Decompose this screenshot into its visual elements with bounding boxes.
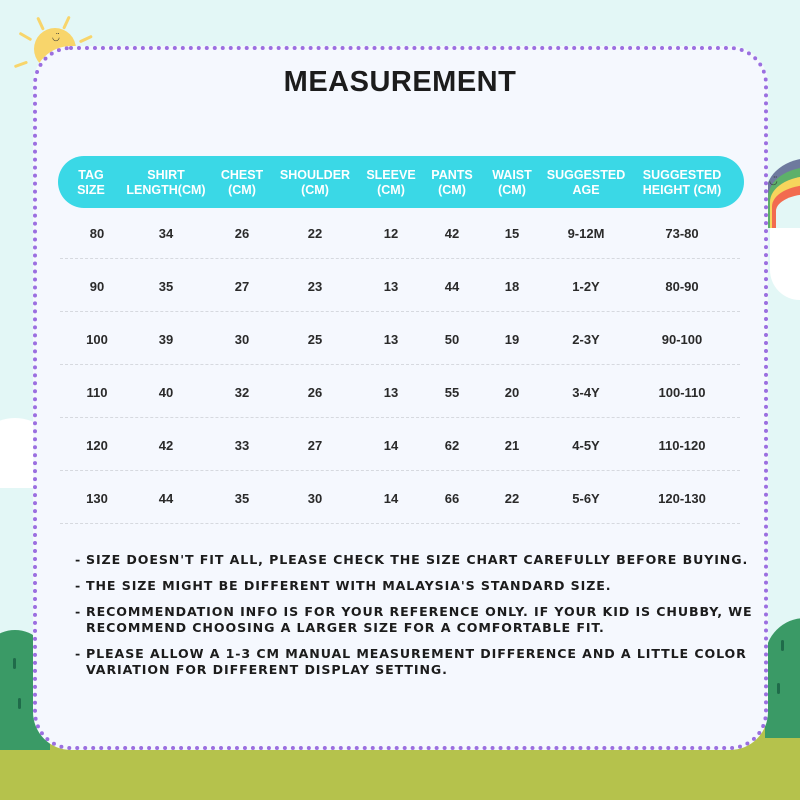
bullet-dash: - [75,552,82,567]
cell-shoulder: 27 [307,437,323,453]
cell-suggested-height: 120-130 [658,490,706,506]
cell-sleeve: 14 [383,490,399,506]
cell-shoulder: 26 [307,384,323,400]
rainbow-face-icon: ◡̈ [769,176,778,187]
column-header-line: PANTS [431,168,473,182]
bush-mark [18,698,21,709]
bush-mark [781,640,784,651]
note-text: RECOMMENDATION INFO IS FOR YOUR REFERENCE ONLY. IF YOUR KID IS CHUBBY, WE RECOMMEND CHOOSING A LARGER SIZE FOR A COMFORTABLE FIT. [86,604,753,635]
cell-chest: 30 [234,331,250,347]
column-header-line: AGE [572,183,600,197]
cell-sleeve: 13 [383,331,399,347]
column-header-line: SHOULDER [279,168,351,182]
cell-suggested-age: 2-3Y [572,331,600,347]
cell-shirt-length: 39 [158,331,174,347]
row-divider [60,470,740,471]
cell-sleeve: 12 [383,225,399,241]
column-header-line: SLEEVE [366,168,416,182]
column-header-waist [486,160,538,206]
column-header-suggested-age [542,160,630,206]
bullet-dash: - [75,578,82,593]
page-title: MEASUREMENT [283,66,517,98]
column-header-line: HEIGHT (CM) [642,183,722,197]
cell-chest: 35 [234,490,250,506]
note-item [75,578,755,594]
sun-face-icon: ◡̈ [52,33,60,43]
column-header-line: (CM) [438,183,466,197]
column-header-tag-size [68,160,114,206]
cell-suggested-age: 9-12M [567,225,605,241]
cell-waist: 20 [504,384,520,400]
cell-suggested-height: 100-110 [658,384,706,400]
cell-shoulder: 23 [307,278,323,294]
cell-suggested-height: 110-120 [658,437,706,453]
column-header-pants [426,160,478,206]
cell-shirt-length: 34 [158,225,174,241]
cell-shirt-length: 40 [158,384,174,400]
cell-waist: 22 [504,490,520,506]
bush-right-decoration [765,618,800,738]
cell-chest: 27 [234,278,250,294]
cell-pants: 62 [444,437,460,453]
cell-tag-size: 80 [89,225,105,241]
column-header-line: LENGTH(CM) [126,183,206,197]
cell-pants: 55 [444,384,460,400]
cell-shirt-length: 35 [158,278,174,294]
cell-suggested-age: 5-6Y [572,490,600,506]
cell-pants: 50 [444,331,460,347]
table-row [60,260,740,312]
column-header-chest [216,160,268,206]
cell-suggested-age: 4-5Y [572,437,600,453]
column-header-line: CHEST [220,168,264,182]
cell-pants: 44 [444,278,460,294]
column-header-suggested-height [636,160,728,206]
cell-waist: 18 [504,278,520,294]
column-header-shirt-length [118,160,214,206]
cell-tag-size: 90 [89,278,105,294]
note-item [75,646,755,678]
column-header-line: (CM) [301,183,329,197]
cell-shoulder: 25 [307,331,323,347]
cell-tag-size: 100 [86,331,108,347]
cell-sleeve: 13 [383,384,399,400]
table-row [60,313,740,365]
notes-list [75,552,755,688]
cell-tag-size: 130 [86,490,108,506]
column-header-sleeve [362,160,420,206]
cell-suggested-height: 73-80 [665,225,699,241]
table-row [60,207,740,259]
cell-suggested-height: 90-100 [661,331,703,347]
cell-chest: 33 [234,437,250,453]
column-header-line: (CM) [228,183,256,197]
bullet-dash: - [75,604,82,619]
column-header-line: SUGGESTED [642,168,722,182]
row-divider [60,417,740,418]
cell-suggested-age: 1-2Y [572,278,600,294]
cell-pants: 42 [444,225,460,241]
note-text: THE SIZE MIGHT BE DIFFERENT WITH MALAYSIA'S STANDARD SIZE. [86,578,612,593]
cell-shirt-length: 44 [158,490,174,506]
row-divider [60,258,740,259]
column-header-line: (CM) [377,183,405,197]
cell-shirt-length: 42 [158,437,174,453]
row-divider [60,364,740,365]
bullet-dash: - [75,646,82,661]
note-text: PLEASE ALLOW A 1-3 CM MANUAL MEASUREMENT DIFFERENCE AND A LITTLE COLOR VARIATION FOR DIFFERENT DISPLAY SETTING. [86,646,747,677]
note-text: SIZE DOESN'T FIT ALL, PLEASE CHECK THE SIZE CHART CAREFULLY BEFORE BUYING. [86,552,749,567]
cell-waist: 19 [504,331,520,347]
cell-sleeve: 14 [383,437,399,453]
table-row [60,472,740,524]
note-item [75,604,755,636]
row-divider [60,311,740,312]
cell-tag-size: 120 [86,437,108,453]
column-header-line: TAG [78,168,104,182]
table-row [60,419,740,471]
table-row [60,366,740,418]
note-item [75,552,755,568]
cell-pants: 66 [444,490,460,506]
column-header-line: (CM) [498,183,526,197]
column-header-line: SIZE [77,183,105,197]
cell-tag-size: 110 [86,384,108,400]
column-header-line: SUGGESTED [546,168,626,182]
cell-chest: 26 [234,225,250,241]
column-header-line: SHIRT [147,168,185,182]
column-header-line: WAIST [492,168,532,182]
cell-suggested-height: 80-90 [665,278,699,294]
cell-chest: 32 [234,384,250,400]
column-header-shoulder [274,160,356,206]
row-divider [60,523,740,524]
cell-sleeve: 13 [383,278,399,294]
bush-mark [13,658,16,669]
cell-waist: 21 [504,437,520,453]
bush-mark [777,683,780,694]
cell-suggested-age: 3-4Y [572,384,600,400]
cell-shoulder: 22 [307,225,323,241]
cell-shoulder: 30 [307,490,323,506]
cell-waist: 15 [504,225,520,241]
